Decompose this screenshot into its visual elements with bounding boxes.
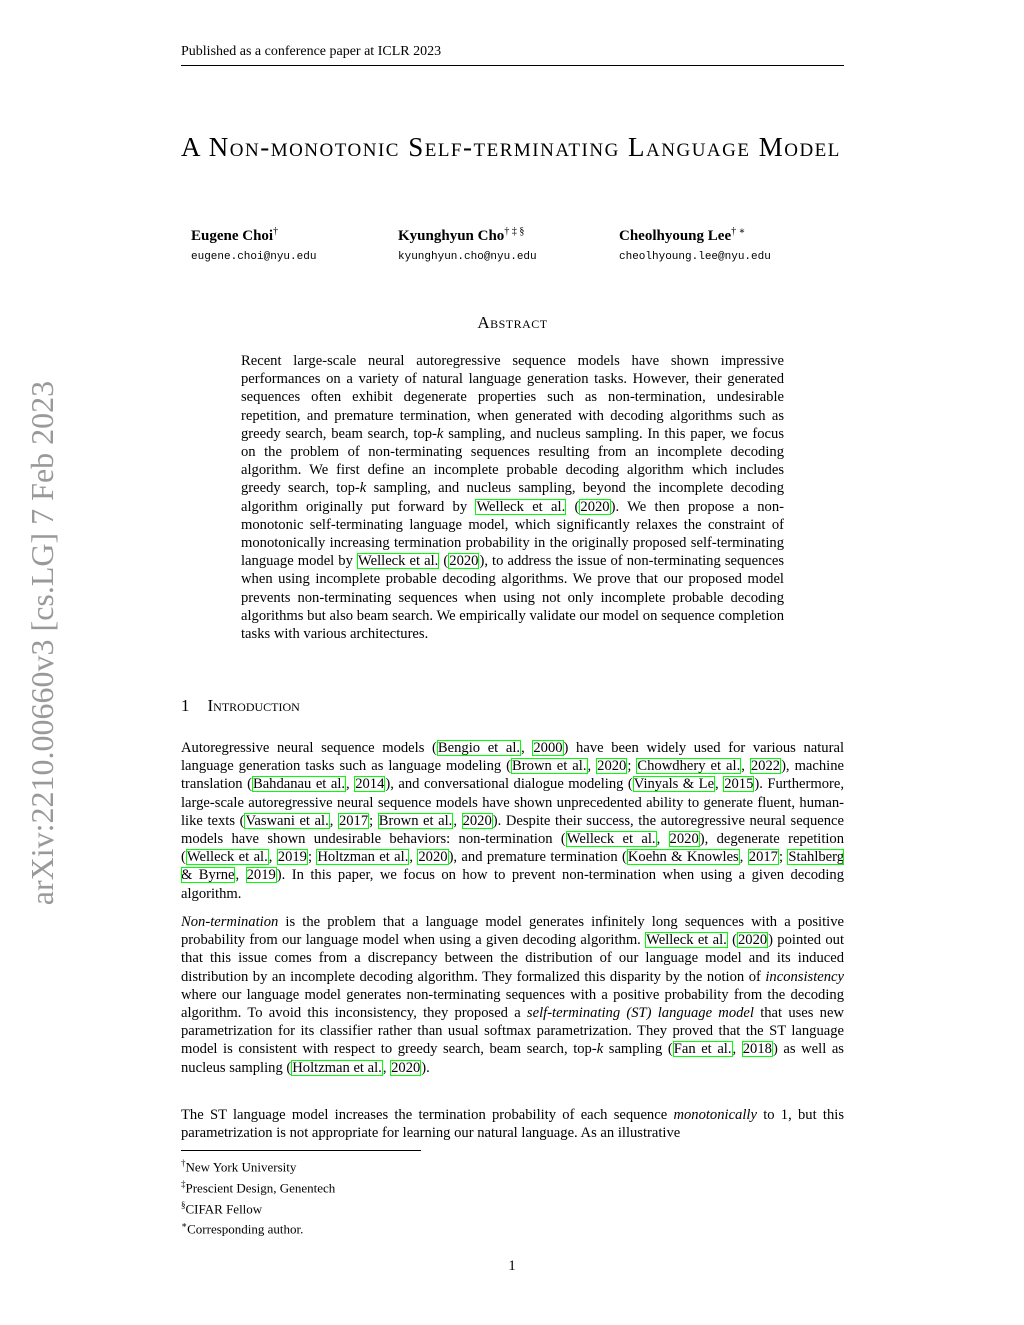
text-run: , [268,849,277,866]
text-run: , [732,1041,742,1058]
citation-link[interactable]: 2020 [669,831,699,848]
text-run: ) as well as nucleus sampling ( [181,1041,844,1076]
citation-link[interactable]: 2018 [742,1041,772,1058]
text-run: sampling ( [603,1041,673,1058]
author-block [619,226,771,263]
text-run: Recent large-scale neural autoregressive sequence models have shown impressive performances on a variety of natural language generation tasks. However, their generated sequences often exhibit degenerate properties such as non-termination, undesirable repetition, and premature termination, when generated with decoding algorithms such as greedy search, beam search, top- [241,353,784,442]
arxiv-side-label: arXiv:2210.00660v3 [cs.LG] 7 Feb 2023 [24,380,60,906]
citation-link[interactable]: 2019 [246,867,276,884]
text-run: to 1, but this parametrization is not appropriate for learning our natural language. As an illustrative [181,1107,844,1142]
text-run: ), to address the issue of non-terminating sequences when using incomplete probable decoding algorithms. We prove that our proposed model prevents non-terminating sequences when using not only incomplete probable decoding algorithms but also beam search. We empirically validate our model on sequence completion tasks with various architectures. [241,553,785,643]
text-run: where our language model generates non-terminating sequences with a positive probability from the decoding algorithm. To avoid this inconsistency, they proposed a [181,986,844,1022]
text-run: ), machine translation ( [181,758,845,793]
citation-link[interactable]: Brown et al. [512,758,587,775]
text-run: ( [439,553,449,570]
author-name: Kyunghyun Cho† ‡ § [398,226,525,244]
text-run: , [409,849,418,866]
citation-link[interactable]: 2022 [750,758,781,775]
text-run: ), degenerate repetition ( [181,831,845,866]
footnote: §CIFAR Fellow [181,1199,263,1216]
citation-link[interactable]: Welleck et al. [358,553,439,570]
text-run: ( [727,932,737,949]
citation-link[interactable]: 2020 [462,812,492,829]
text-run: , [739,849,748,866]
citation-link[interactable]: 2014 [355,776,385,793]
citation-link[interactable]: Welleck et al. [646,932,727,949]
footnotes [181,1155,335,1238]
footnote-rule [181,1150,421,1151]
text-run: , [521,740,533,756]
emphasis-text: inconsistency [765,968,844,985]
citation-link[interactable]: 2000 [533,740,563,756]
text-run: ; [369,812,378,829]
footnote: ∗Corresponding author. [181,1220,304,1237]
emphasis-text: self-terminating (ST) language model [526,1005,754,1022]
intro-paragraph [181,1106,844,1142]
text-run: Autoregressive neural sequence models ( [181,740,437,756]
text-run: ). Despite their success, the autoregressive neural sequence models have shown undesirable behaviors: non-termination ( [181,812,845,848]
citation-link[interactable]: 2020 [418,849,448,866]
citation-link[interactable]: Bengio et al. [437,740,521,756]
text-run: , [235,867,246,884]
emphasis-text: k [436,425,444,442]
citation-link[interactable]: Bahdanau et al. [252,776,346,793]
text-run: is the problem that a language model generates infinitely long sequences with a positive probability from our language model when using a given decoding algorithm. [181,914,844,949]
citation-link[interactable]: Vinyals & Le [633,776,715,793]
text-run: The ST language model increases the termination probability of each sequence [181,1107,674,1123]
text-run: ( [566,498,580,515]
text-run: that uses new parametrization for its classifier rather than usual softmax parametrization. They proved that the ST language model is consistent with respect to greedy search, beam search, top- [181,1005,844,1058]
text-run: , [741,758,750,775]
section-heading [181,696,318,716]
page-number: 1 [508,1258,516,1274]
text-run: , [587,758,597,775]
footnote: ‡Prescient Design, Genentech [181,1178,336,1196]
emphasis-text: monotonically [673,1107,757,1123]
citation-link[interactable]: 2020 [449,553,479,570]
intro-paragraph [181,739,844,903]
citation-link[interactable]: 2020 [391,1059,421,1076]
text-run: sampling, and nucleus sampling. In this paper, we focus on the problem of non-terminating sequences resulting from an incomplete decoding algorithm. We first define an incomplete probable decoding algorithm which includes greedy search, top- [241,425,785,497]
author-block [398,226,537,263]
text-run: ), and premature termination ( [448,849,627,866]
author-email: kyunghyun.cho@nyu.edu [398,251,537,263]
text-run: ; [778,849,788,866]
citation-link[interactable]: 2015 [724,776,754,793]
citation-link[interactable]: Fan et al. [673,1041,732,1058]
emphasis-text: Non-termination [181,914,279,930]
text-run: ). In this paper, we focus on how to prevent non-termination when using a given decoding algorithm. [181,867,844,902]
citation-link[interactable]: 2017 [338,812,369,829]
abstract-heading: Abstract [477,313,548,332]
citation-link[interactable]: Welleck et al. [566,831,656,848]
citation-link[interactable]: Holtzman et al. [317,849,409,866]
author-email: cheolhyoung.lee@nyu.edu [619,251,771,263]
author-name: Eugene Choi† [191,226,279,244]
author-email: eugene.choi@nyu.edu [191,251,317,263]
section-title: Introduction [207,696,300,715]
citation-link[interactable]: Welleck et al. [186,849,268,866]
text-run: , [329,812,338,829]
text-run: , [453,812,462,829]
emphasis-text: k [359,480,367,497]
running-header: Published as a conference paper at ICLR 2023 [181,44,844,66]
text-run: ). [421,1059,430,1076]
citation-link[interactable]: Welleck et al. [476,498,566,515]
text-run: ), and conversational dialogue modeling ( [385,776,633,793]
text-run: , [382,1059,391,1076]
footnote: †New York University [181,1158,297,1175]
emphasis-text: k [596,1041,604,1058]
abstract-body [241,352,784,643]
author-block [191,226,316,263]
text-run: , [715,776,724,793]
citation-link[interactable]: Brown et al. [378,812,453,829]
citation-link[interactable]: Koehn & Knowles [627,849,739,866]
citation-link[interactable]: Chowdhery et al. [637,758,741,775]
text-run: ; [307,849,317,866]
text-run: , [346,776,355,793]
text-run: ). We then propose a non-monotonic self-terminating language model, which significantly relaxes the constraint of monotonically increasing termination probability in the originally proposed self-terminating language model by [241,498,784,570]
citation-link[interactable]: 2020 [580,498,610,515]
citation-link[interactable]: 2020 [737,932,768,949]
citation-link[interactable]: 2020 [597,758,627,775]
citation-link[interactable]: Stahlberg & Byrne [181,849,845,884]
text-run: ; [627,758,637,775]
citation-link[interactable]: 2019 [277,849,307,866]
text-run: ) pointed out that this issue comes from a discrepancy between the distribution of our language model and its induced distribution by an incomplete decoding algorithm. They formalized this disparity by the notion of [181,932,844,985]
citation-link[interactable]: Vaswani et al. [245,812,329,829]
intro-paragraph [181,913,844,1077]
text-run: , [656,831,669,848]
paper-title: A Non-monotonic Self-terminating Language Model [181,132,841,162]
citation-link[interactable]: 2017 [748,849,778,866]
citation-link[interactable]: Holtzman et al. [292,1059,382,1076]
author-name: Cheolhyoung Lee† ∗ [619,226,746,244]
text-run: sampling, and nucleus sampling, beyond the incomplete decoding algorithm originally put forward by [241,480,784,515]
text-run: ) have been widely used for various natural language generation tasks such as language modeling ( [181,740,844,775]
section-number: 1 [181,696,190,715]
text-run: ). Furthermore, large-scale autoregressive neural sequence models have shown unprecedented ability to generate fluent, human-like texts ( [181,776,844,829]
